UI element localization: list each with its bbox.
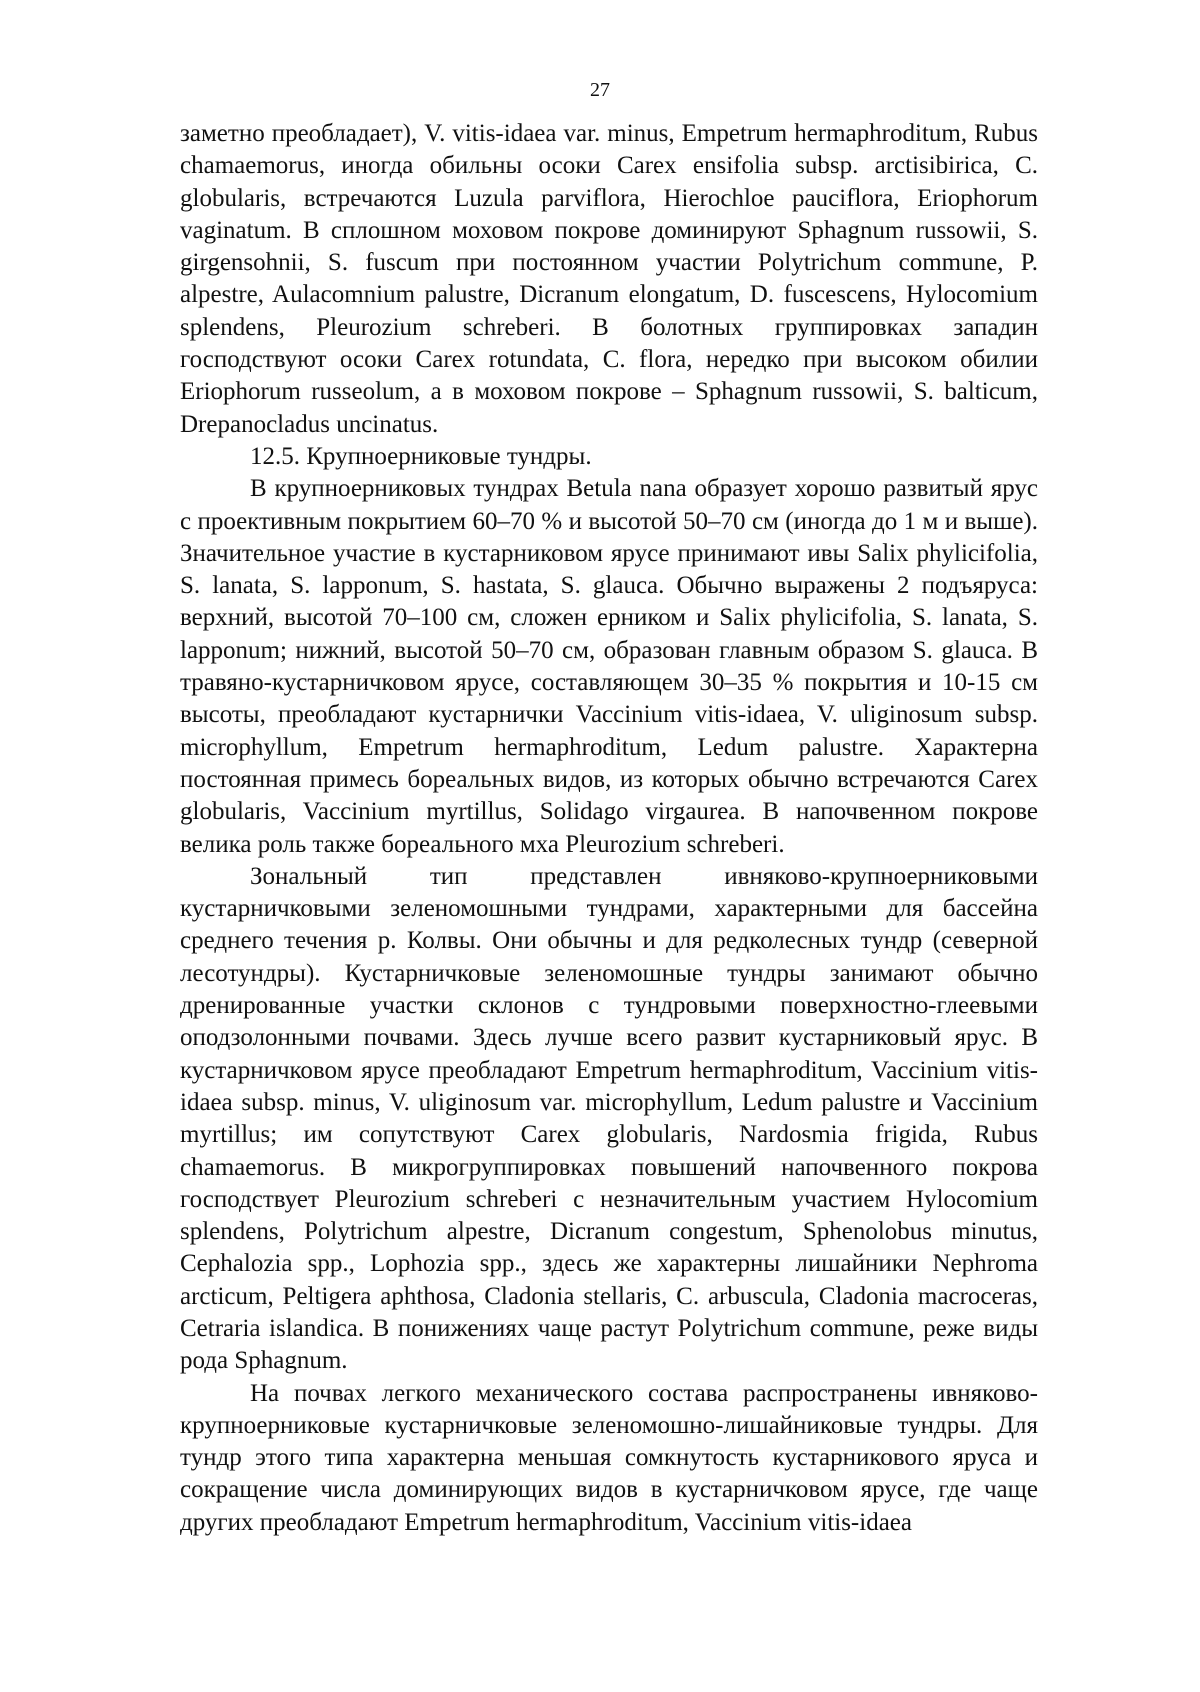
section-heading: 12.5. Крупноерниковые тундры. [250, 442, 592, 470]
page-number: 27 [590, 79, 610, 101]
paragraph-continuation: заметно преобладает), V. vitis-idaea var. minus, Empetrum hermaphroditum, Rubus chamaemorus, иногда обильны осоки Carex ensifolia subsp. arctisibirica, C. globularis, встречаются Luzula parviflora, Hierochloe pauciflora, Eriophorum vaginatum. В сплошном моховом покрове доминируют Sphagnum russowii, S. girgensohnii, S. fuscum при постоянном участии Polytrichum commune, P. alpestre, Aulacomnium palustre, Dicranum elongatum, D. fuscescens, Hylocomium splendens, Pleurozium schreberi. В болотных группировках западин господствуют осоки Carex rotundata, C. flora, нередко при высоком обилии Eriophorum russeolum, а в моховом покрове – Sphagnum russowii, S. balticum, Drepanocladus uncinatus. [180, 120, 1038, 438]
paragraph-zonal-type: Зональный тип представлен ивняково-крупноерниковыми кустарничковыми зеленомошными тундрами, характерными для бассейна среднего течения р. Колвы. Они обычны и для редколесных тундр (северной лесотундры). Кустарничковые зеленомошные тундры занимают обычно дренированные участки склонов с тундровыми поверхностно-глеевыми оподзолонными почвами. Здесь лучше всего развит кустарниковый ярус. В кустарничковом ярусе преобладают Empetrum hermaphroditum, Vaccinium vitis-idaea subsp. minus, V. uliginosum var. microphyllum, Ledum palustre и Vaccinium myrtillus; им сопутствуют Carex globularis, Nardosmia frigida, Rubus chamaemorus. В микрогруппировках повышений напочвенного покрова господствует Pleurozium schreberi с незначительным участием Hylocomium splendens, Polytrichum alpestre, Dicranum congestum, Sphenolobus minutus, Cephalozia spp., Lophozia spp., здесь же характерны лишайники Nephroma arcticum, Peltigera aphthosa, Cladonia stellaris, C. arbuscula, Cladonia macroceras, Cetraria islandica. В понижениях чаще растут Polytrichum commune, реже виды рода Sphagnum. [180, 862, 1038, 1375]
body-text [180, 118, 1038, 1539]
paragraph-light-soils: На почвах легкого механического состава распространены ивняково-крупноерниковые кустарничковые зеленомошно-лишайниковые тундры. Для тундр этого типа характерна меньшая сомкнутость кустарникового яруса и сокращение числа доминирующих видов в кустарничковом ярусе, где чаще других преобладают Empetrum hermaphroditum, Vaccinium vitis-idaea [180, 1379, 1038, 1536]
paragraph-large-dwarf-birch-tundra: В крупноерниковых тундрах Betula nana образует хорошо развитый ярус с проективным покрытием 60–70 % и высотой 50–70 см (иногда до 1 м и выше). Значительное участие в кустарниковом ярусе принимают ивы Salix phylicifolia, S. lanata, S. lapponum, S. hastata, S. glauca. Обычно выражены 2 подъяруса: верхний, высотой 70–100 см, сложен ерником и Salix phylicifolia, S. lanata, S. lapponum; нижний, высотой 50–70 см, образован главным образом S. glauca. В травяно-кустарничковом ярусе, составляющем 30–35 % покрытия и 10-15 см высоты, преобладают кустарнички Vaccinium vitis-idaea, V. uliginosum subsp. microphyllum, Empetrum hermaphroditum, Ledum palustre. Характерна постоянная примесь бореальных видов, из которых обычно встречаются Carex globularis, Vaccinium myrtillus, Solidago virgaurea. В напочвенном покрове велика роль также бореального мха Pleurozium schreberi. [180, 475, 1038, 858]
